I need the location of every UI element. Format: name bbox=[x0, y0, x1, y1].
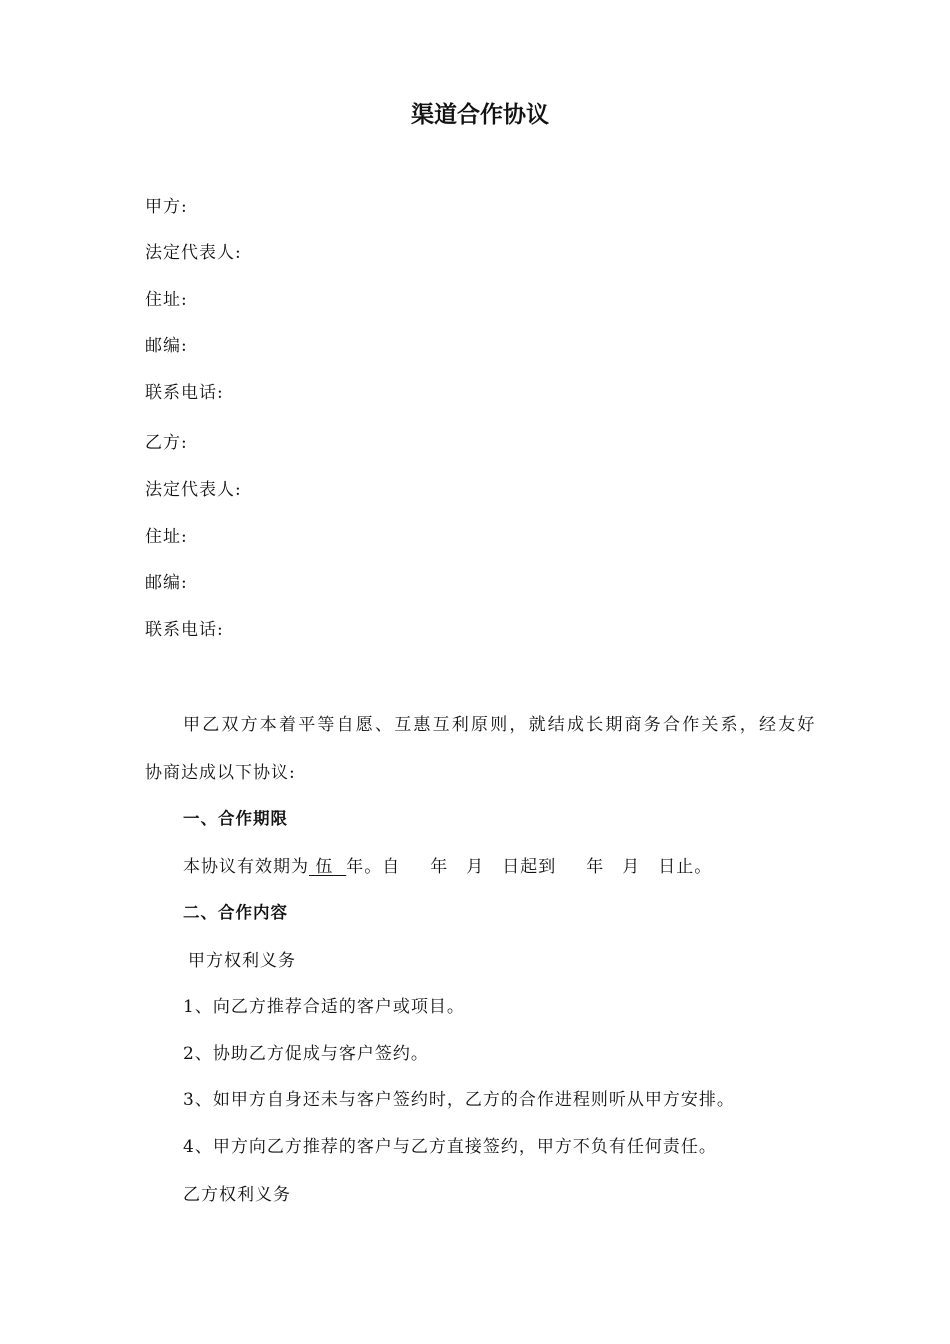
term-line bbox=[183, 852, 712, 877]
party-b-duties-title: 乙方权利义务 bbox=[183, 1185, 291, 1205]
party-a-duties-title: 甲方权利义务 bbox=[188, 951, 296, 971]
party-a-address: 住址: bbox=[145, 290, 188, 310]
intro-line-2: 协商达成以下协议: bbox=[145, 763, 296, 783]
term-years: 伍 bbox=[315, 857, 334, 877]
party-a-legal-rep: 法定代表人: bbox=[145, 243, 242, 263]
party-a-postcode: 邮编: bbox=[145, 336, 188, 356]
start-day: 日起到 bbox=[502, 857, 557, 877]
duty-item-3: 3、如甲方自身还未与客户签约时，乙方的合作进程则听从甲方安排。 bbox=[183, 1090, 735, 1110]
term-prefix: 本协议有效期为 bbox=[183, 857, 309, 877]
end-year: 年 bbox=[586, 857, 605, 877]
party-a-label: 甲方: bbox=[145, 197, 188, 217]
term-years-value bbox=[309, 857, 346, 877]
term-year-unit: 年。自 bbox=[346, 857, 401, 877]
party-b-label: 乙方: bbox=[145, 433, 188, 453]
end-month: 月 bbox=[622, 857, 641, 877]
party-b-legal-rep: 法定代表人: bbox=[145, 480, 242, 500]
end-day: 日止。 bbox=[658, 857, 713, 877]
party-b-phone: 联系电话: bbox=[145, 620, 224, 640]
party-b-address: 住址: bbox=[145, 527, 188, 547]
start-year: 年 bbox=[430, 857, 449, 877]
section-1-heading: 一、合作期限 bbox=[183, 809, 288, 828]
duty-item-2: 2、协助乙方促成与客户签约。 bbox=[183, 1044, 429, 1064]
duty-item-1: 1、向乙方推荐合适的客户或项目。 bbox=[183, 997, 465, 1017]
start-month: 月 bbox=[466, 857, 485, 877]
duty-item-4: 4、甲方向乙方推荐的客户与乙方直接签约，甲方不负有任何责任。 bbox=[183, 1137, 717, 1157]
party-a-phone: 联系电话: bbox=[145, 383, 224, 403]
section-2-heading: 二、合作内容 bbox=[183, 903, 288, 922]
document-title: 渠道合作协议 bbox=[411, 102, 549, 128]
party-b-postcode: 邮编: bbox=[145, 573, 188, 593]
intro-line-1: 甲乙双方本着平等自愿、互惠互利原则，就结成长期商务合作关系，经友好 bbox=[183, 715, 817, 735]
